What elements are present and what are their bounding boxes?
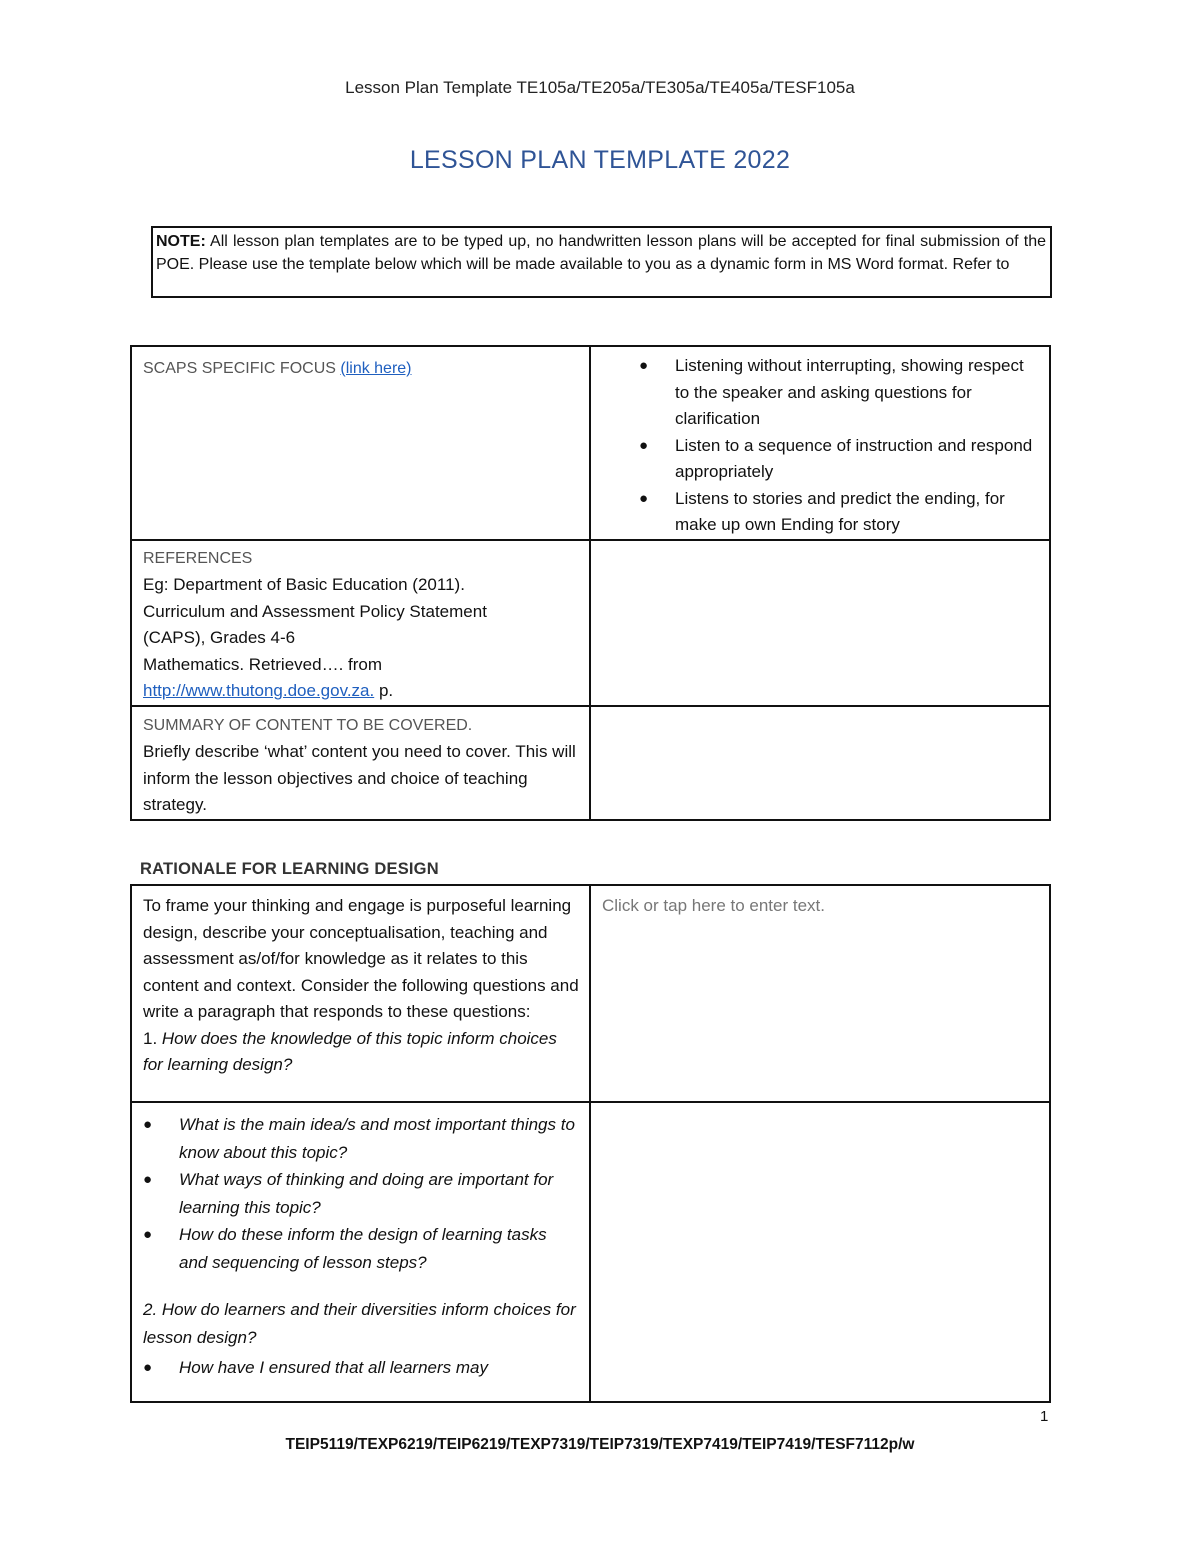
rationale-input-cell[interactable] <box>590 885 1050 1102</box>
note-label: NOTE: <box>156 233 206 250</box>
reference-suffix: p. <box>374 681 394 700</box>
list-item-text: How have I ensured that all learners may <box>179 1358 488 1377</box>
references-input-cell[interactable] <box>590 540 1050 706</box>
list-item <box>639 353 1041 433</box>
footer-codes: TEIP5119/TEXP6219/TEIP6219/TEXP7319/TEIP7319/TEXP7419/TEIP7419/TESF7112p/w <box>285 1436 915 1453</box>
list-item-text: How do these inform the design of learning tasks and sequencing of lesson steps? <box>179 1225 547 1272</box>
summary-cell <box>131 706 590 820</box>
list-item <box>639 433 1041 486</box>
lesson-info-table <box>130 345 1051 821</box>
table-row <box>131 706 1050 820</box>
scaps-label: SCAPS SPECIFIC FOCUS <box>143 360 341 377</box>
note-text: All lesson plan templates are to be typed up, no handwritten lesson plans will be accepted for final submission of the POE. Please use the template below which will be made available to you as a dynamic form in MS Word format. Refer to <box>156 233 1046 273</box>
bullet-icon: ● <box>143 1116 153 1133</box>
reference-line: (CAPS), Grades 4-6 <box>143 628 296 647</box>
question-bullet-list <box>143 1354 579 1382</box>
scaps-label-cell <box>131 346 590 540</box>
rationale-response-cell[interactable] <box>590 1102 1050 1402</box>
rationale-intro-text: To frame your thinking and engage is purposeful learning design, describe your conceptualisation, teaching and assessment as/of/for knowledge as it relates to this content and context. Consider the following questions and write a paragraph that responds to these questions: <box>143 896 579 1021</box>
list-item <box>639 486 1041 539</box>
table-row <box>131 540 1050 706</box>
rationale-heading: RATIONALE FOR LEARNING DESIGN <box>140 860 439 878</box>
reference-link[interactable]: http://www.thutong.doe.gov.za. <box>143 681 375 700</box>
rationale-table <box>130 884 1051 1403</box>
bullet-icon: ● <box>639 489 649 507</box>
rationale-placeholder[interactable]: Click or tap here to enter text. <box>602 896 825 915</box>
rationale-intro-cell <box>131 885 590 1102</box>
list-item <box>143 1221 579 1276</box>
note-box <box>151 226 1052 298</box>
question-number: 1. <box>143 1028 162 1048</box>
references-label: REFERENCES <box>143 549 253 567</box>
summary-label: SUMMARY OF CONTENT TO BE COVERED. <box>143 716 473 734</box>
scaps-content-cell <box>590 346 1050 540</box>
bullet-icon: ● <box>639 357 649 374</box>
list-item-text: What is the main idea/s and most important things to know about this topic? <box>179 1115 575 1162</box>
list-item <box>143 1354 579 1382</box>
reference-link-line <box>143 678 579 705</box>
bullet-icon: ● <box>639 436 649 454</box>
reference-line: Curriculum and Assessment Policy Statement <box>143 601 487 621</box>
list-item-text: Listening without interrupting, showing respect to the speaker and asking questions for clarification <box>675 356 1024 428</box>
question-2: 2. How do learners and their diversities inform choices for lesson design? <box>143 1300 576 1347</box>
bullet-icon: ● <box>143 1171 153 1188</box>
list-item-text: Listen to a sequence of instruction and respond appropriately <box>675 435 1033 481</box>
table-row <box>131 1102 1050 1402</box>
scaps-bullet-list <box>639 353 1041 539</box>
running-header: Lesson Plan Template TE105a/TE205a/TE305a/TE405a/TESF105a <box>345 78 855 97</box>
reference-line: Eg: Department of Basic Education (2011). <box>143 575 465 594</box>
summary-input-cell[interactable] <box>590 706 1050 820</box>
question-bullet-list <box>143 1111 579 1276</box>
list-item <box>143 1166 579 1221</box>
page-number: 1 <box>1040 1408 1049 1425</box>
list-item <box>143 1111 579 1166</box>
list-item-text: Listens to stories and predict the ending, for make up own Ending for story <box>675 488 1005 534</box>
bullet-icon: ● <box>143 1359 153 1376</box>
list-item-text: What ways of thinking and doing are important for learning this topic? <box>179 1170 554 1217</box>
table-row <box>131 346 1050 540</box>
question-1: How does the knowledge of this topic inform choices for learning design? <box>143 1028 557 1074</box>
summary-text: Briefly describe ‘what’ content you need to cover. This will inform the lesson objectives and choice of teaching strategy. <box>143 742 576 814</box>
bullet-icon: ● <box>143 1226 153 1243</box>
references-cell <box>131 540 590 706</box>
page-title: LESSON PLAN TEMPLATE 2022 <box>409 146 791 174</box>
table-row <box>131 885 1050 1102</box>
scaps-link[interactable]: (link here) <box>340 360 412 377</box>
rationale-questions-cell <box>131 1102 590 1402</box>
reference-line: Mathematics. Retrieved…. from <box>143 654 383 674</box>
